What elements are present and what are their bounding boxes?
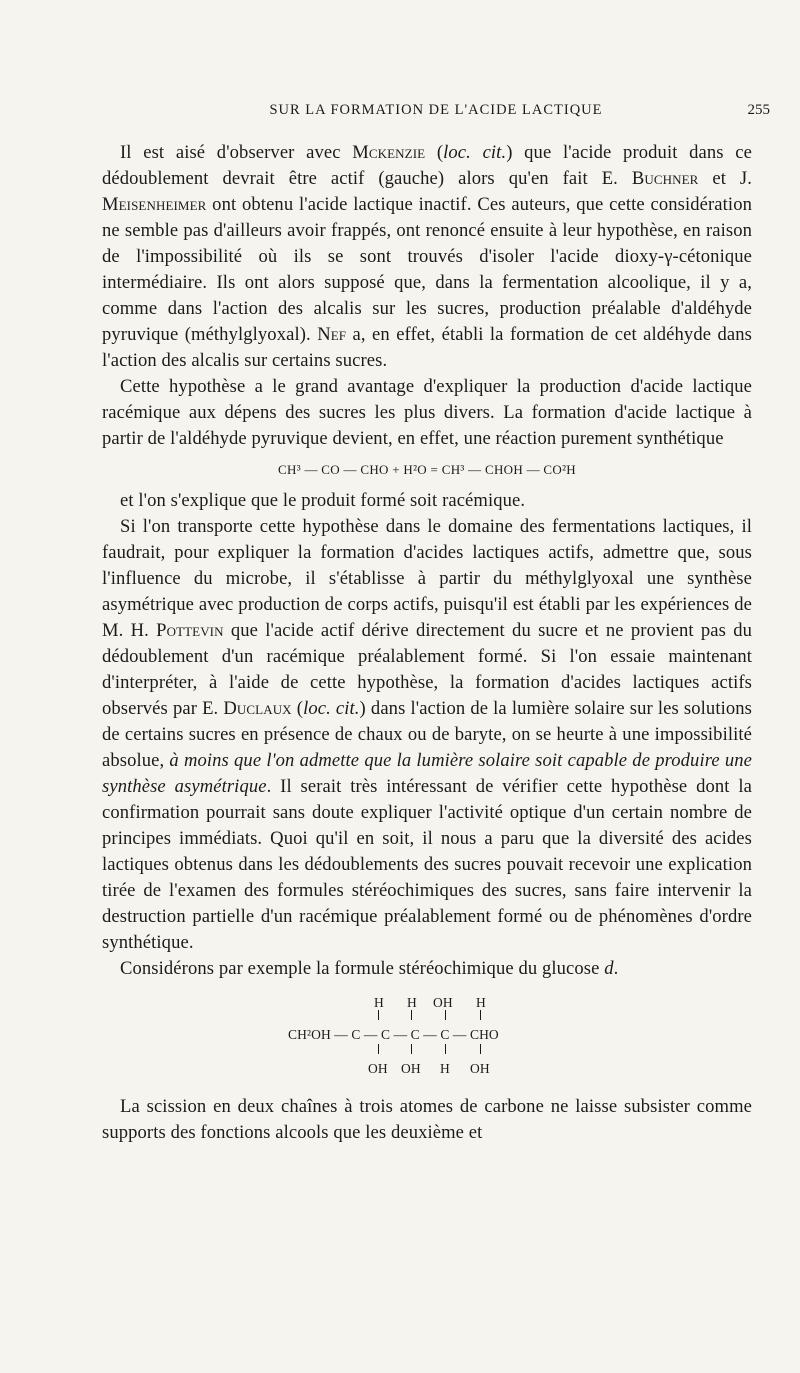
page-number: 255 — [747, 102, 770, 118]
author-name: Duclaux — [223, 698, 292, 719]
structure-bot-oh1: OH — [368, 1061, 388, 1076]
structure-top-oh3: OH — [433, 995, 453, 1010]
bond-line — [378, 1010, 379, 1020]
running-header — [102, 98, 770, 122]
page-body — [102, 140, 752, 1146]
structure-main-chain: CH²OH — C — C — C — C — CHO — [288, 1027, 499, 1042]
emphasis-text: d — [604, 958, 614, 979]
bond-line — [445, 1044, 446, 1054]
author-name: Buchner — [631, 168, 699, 189]
glucose-structure-formula — [102, 990, 752, 1082]
structure-bot-oh4: OH — [470, 1061, 490, 1076]
emphasis-text: à moins que l'on admette que la lumière solaire soit capable de produire une synthèse asymétrique — [102, 750, 753, 797]
bond-line — [480, 1010, 481, 1020]
structure-top-h2: H — [407, 995, 417, 1010]
structure-top-h4: H — [476, 995, 486, 1010]
chemical-equation: CH³ — CO — CHO + H²O = CH³ — CHOH — CO²H — [278, 462, 576, 477]
citation: loc. cit. — [443, 142, 507, 163]
bond-line — [480, 1044, 481, 1054]
bond-line — [378, 1044, 379, 1054]
structure-bot-h3: H — [440, 1061, 450, 1076]
paragraph-2: Cette hypothèse a le grand avantage d'expliquer la production d'acide lactique racémique aux dépens des sucres les plus divers. La formation d'acide lactique à partir de l'aldéhyde pyruvique devient, en effet, une réaction purement synthétique — [102, 376, 752, 449]
paragraph-6: La scission en deux chaînes à trois atomes de carbone ne laisse subsister comme supports des fonctions alcools que les deuxième et — [102, 1096, 752, 1143]
author-name: Nef — [317, 324, 347, 345]
paragraph-4: Si l'on transporte cette hypothèse dans le domaine des fermentations lactiques, il faudrait, pour expliquer la formation d'acides lactiques actifs, admettre que, sous l'influence du microbe, il s'établisse à partir du méthylglyoxal une synthèse asymétrique avec production de corps actifs, puisqu'il est établi par les expériences de M. H. Pottevin que l'acide actif dérive directement du sucre et ne provient pas du dédoublement d'un racémique préalablement formé. Si l'on essaie maintenant d'interpréter, à l'aide de cette hypothèse, la formation d'acides lactiques actifs observés par E. Duclaux (loc. cit.) dans l'action de la lumière solaire sur les solutions de certains sucres en présence de chaux ou de baryte, on se heurte à une impossibilité absolue, à moins que l'on admette que la lumière solaire soit capable de produire une synthèse asymétrique. Il serait très intéressant de vérifier cette hypothèse dont la confirmation pourrait sans doute expliquer l'activité optique d'un certain nombre de principes immédiats. Quoi qu'il en soit, il nous a paru que la diversité des acides lactiques obtenus dans les dédoublements des sucres pouvait recevoir une explication tirée de l'examen des formules stéréochimiques des sucres, sans faire intervenir la destruction partielle d'un racémique préalablement formé ou de phénomènes d'ordre synthétique. — [102, 516, 753, 953]
author-name: Meisenheimer — [102, 194, 207, 215]
paragraph-5: Considérons par exemple la formule stéréochimique du glucose d. — [120, 958, 619, 979]
paragraph-1: Il est aisé d'observer avec Mckenzie (loc. cit.) que l'acide produit dans ce dédoublement devrait être actif (gauche) alors qu'en fait E. Buchner et J. Meisenheimer ont obtenu l'acide lactique inactif. Ces auteurs, que cette considération ne semble pas d'ailleurs avoir frappés, ont renoncé ensuite à leur hypothèse, en raison de l'impossibilité où ils se sont trouvés d'isoler l'acide dioxy-γ-cétonique intermédiaire. Ils ont alors supposé que, dans la fermentation alcoolique, il y a, comme dans l'action des alcalis sur les sucres, production préalable d'aldéhyde pyruvique (méthylglyoxal). Nef a, en effet, établi la formation de cet aldéhyde dans l'action des alcalis sur certains sucres. — [102, 142, 752, 371]
citation: loc. cit. — [303, 698, 360, 719]
author-name: Mckenzie — [352, 142, 426, 163]
bond-line — [411, 1010, 412, 1020]
paragraph-3: et l'on s'explique que le produit formé soit racémique. — [120, 490, 526, 511]
bond-line — [411, 1044, 412, 1054]
structure-bot-oh2: OH — [401, 1061, 421, 1076]
author-name: Pottevin — [156, 620, 224, 641]
running-title: SUR LA FORMATION DE L'ACIDE LACTIQUE — [269, 102, 603, 118]
structure-top-h1: H — [374, 995, 384, 1010]
bond-line — [445, 1010, 446, 1020]
